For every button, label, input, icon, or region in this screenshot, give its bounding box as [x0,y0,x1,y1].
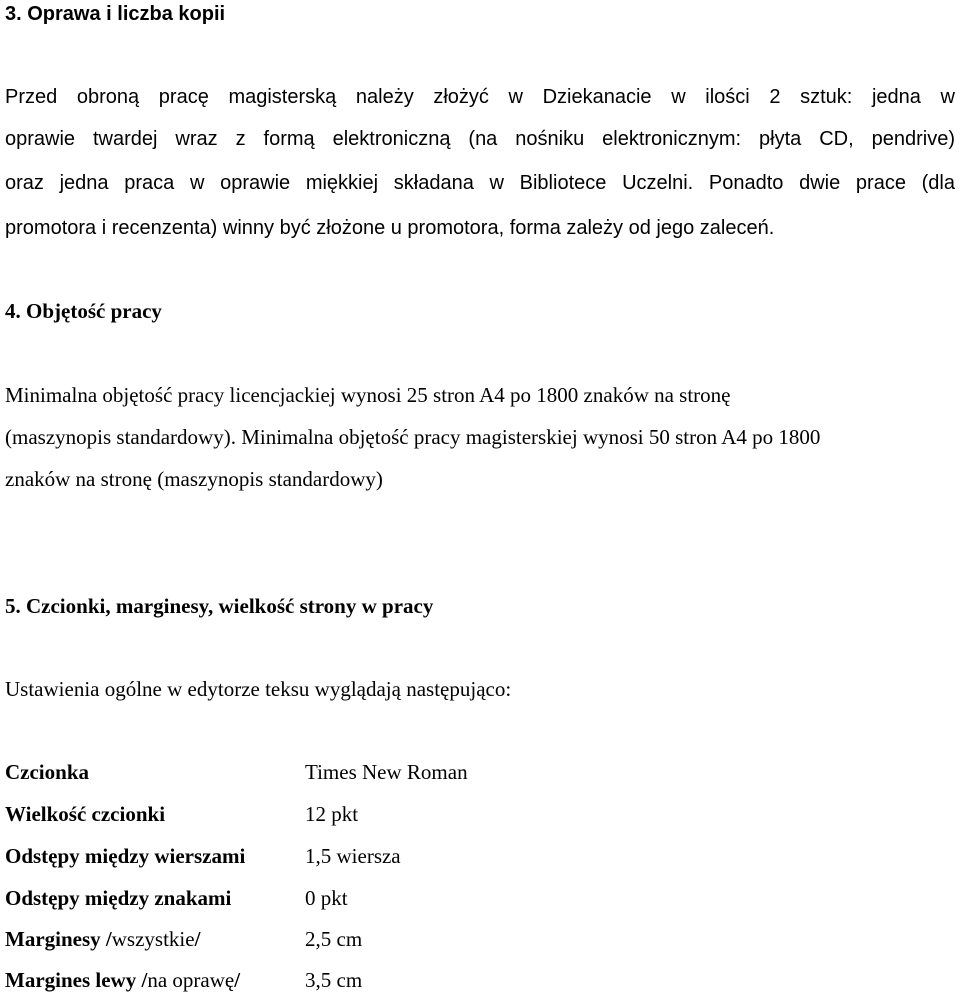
section-5-intro: Ustawienia ogólne w edytorze teksu wyglądają następująco: [5,677,512,701]
settings-label: Margines lewy /na oprawę/ [5,968,241,992]
settings-value: 1,5 wiersza [305,844,401,868]
settings-value: 3,5 cm [305,968,363,992]
section-3-heading: 3. Oprawa i liczba kopii [5,3,226,25]
settings-label: Odstępy między wierszami [5,844,246,868]
section-3-paragraph-line: oraz jedna praca w oprawie miękkiej składana w Bibliotece Uczelni. Ponadto dwie prace (dla [5,172,955,194]
section-3-paragraph-line: promotora i recenzenta) winny być złożone u promotora, forma zależy od jego zaleceń. [5,217,775,239]
settings-label: Odstępy między znakami [5,886,232,910]
settings-value: 2,5 cm [305,927,363,951]
section-4-paragraph-line: (maszynopis standardowy). Minimalna objętość pracy magisterskiej wynosi 50 stron A4 po 1800 [5,425,821,449]
settings-value: Times New Roman [305,760,468,784]
settings-value: 12 pkt [305,802,359,826]
section-4-paragraph-line: znaków na stronę (maszynopis standardowy) [5,467,383,491]
section-4-paragraph-line: Minimalna objętość pracy licencjackiej wynosi 25 stron A4 po 1800 znaków na stronę [5,383,731,407]
section-5-heading: 5. Czcionki, marginesy, wielkość strony w pracy [5,594,434,618]
settings-label: Wielkość czcionki [5,802,166,826]
settings-value: 0 pkt [305,886,348,910]
section-3-paragraph-line: oprawie twardej wraz z formą elektroniczną (na nośniku elektronicznym: płyta CD, pendrive) [5,128,955,150]
settings-label: Marginesy /wszystkie/ [5,927,201,951]
section-3-paragraph-line: Przed obroną pracę magisterską należy złożyć w Dziekanacie w ilości 2 sztuk: jedna w [5,86,955,108]
section-4-heading: 4. Objętość pracy [5,299,162,323]
settings-label: Czcionka [5,760,89,784]
